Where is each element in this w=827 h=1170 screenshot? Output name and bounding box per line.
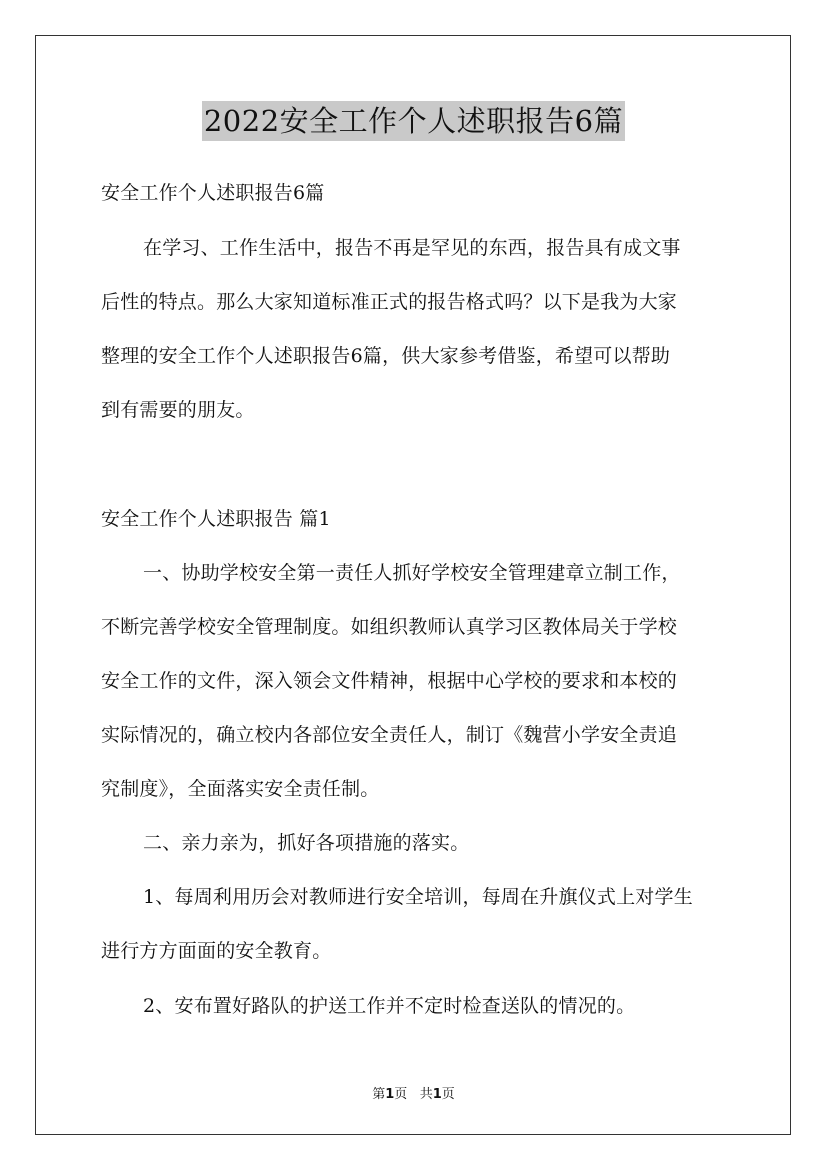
paragraph-line: 一、协助学校安全第一责任人抓好学校安全管理建章立制工作， — [143, 562, 681, 584]
document-title: 2022安全工作个人述职报告6篇 — [202, 101, 625, 141]
paragraph-line: 究制度》，全面落实安全责任制。 — [101, 778, 380, 800]
subtitle: 安全工作个人述职报告6篇 — [101, 182, 325, 204]
paragraph-line: 实际情况的，确立校内各部位安全责任人，制订《魏营小学安全责追 — [101, 724, 678, 746]
paragraph-line: 在学习、工作生活中，报告不再是罕见的东西，报告具有成文事 — [143, 237, 681, 259]
footer-page-suffix: 页 — [394, 1087, 408, 1102]
paragraph-line: 安全工作的文件，深入领会文件精神，根据中心学校的要求和本校的 — [101, 670, 678, 692]
page-footer — [0, 1083, 827, 1102]
paragraph-line: 到有需要的朋友。 — [101, 399, 255, 421]
paragraph-line: 不断完善学校安全管理制度。如组织教师认真学习区教体局关于学校 — [101, 616, 678, 638]
footer-page-number: 1 — [385, 1087, 395, 1102]
paragraph-line: 后性的特点。那么大家知道标准正式的报告格式吗？以下是我为大家 — [101, 291, 678, 313]
footer-total-prefix: 共 — [419, 1087, 433, 1102]
footer-total-suffix: 页 — [441, 1087, 455, 1102]
paragraph-line: 1、每周利用历会对教师进行安全培训，每周在升旗仪式上对学生 — [143, 886, 693, 908]
paragraph-line: 2、安布置好路队的护送工作并不定时检查送队的情况的。 — [143, 995, 636, 1017]
paragraph-line: 整理的安全工作个人述职报告6篇，供大家参考借鉴，希望可以帮助 — [101, 345, 671, 367]
footer-total-number: 1 — [432, 1087, 442, 1102]
footer-page-prefix: 第 — [372, 1087, 386, 1102]
section-heading: 安全工作个人述职报告 篇1 — [101, 508, 331, 530]
paragraph-line: 二、亲力亲为，抓好各项措施的落实。 — [143, 832, 470, 854]
paragraph-line: 进行方方面面的安全教育。 — [101, 940, 332, 962]
